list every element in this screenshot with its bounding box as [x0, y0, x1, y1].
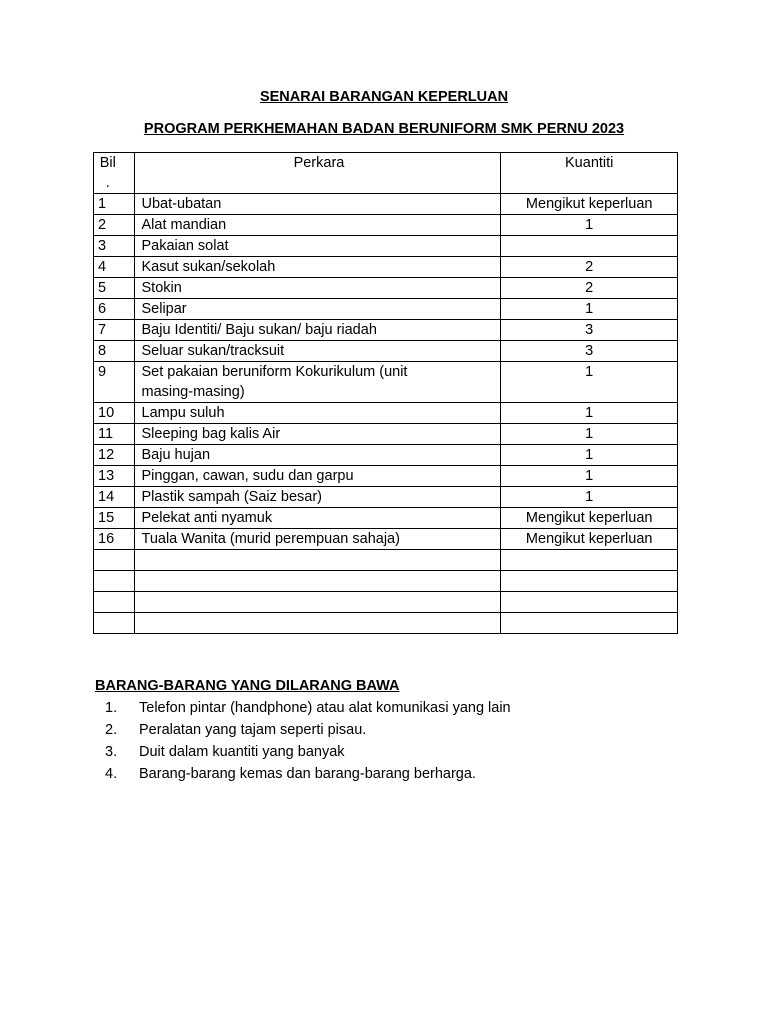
row-item [134, 508, 501, 529]
table-row [94, 362, 678, 403]
column-header-bil [94, 153, 135, 194]
empty-cell [501, 571, 678, 592]
row-quantity: 3 [501, 341, 678, 362]
row-item-text: Set pakaian beruniform Kokurikulum (unit [141, 364, 408, 380]
table-row [94, 466, 678, 487]
list-item-text: Telefon pintar (handphone) atau alat komunikasi yang lain [139, 700, 511, 716]
row-item-text: Lampu suluh [141, 405, 225, 421]
items-table [93, 152, 678, 634]
row-quantity: 1 [501, 487, 678, 508]
row-number: 9 [94, 362, 135, 403]
empty-cell [134, 613, 501, 634]
row-item-text: Kasut sukan/sekolah [141, 259, 276, 275]
banned-items-list [105, 697, 511, 785]
row-item-text: Pinggan, cawan, sudu dan garpu [141, 468, 354, 484]
row-item [134, 529, 501, 550]
table-row [94, 215, 678, 236]
row-quantity: 1 [501, 424, 678, 445]
list-item [105, 741, 511, 763]
list-item-text: Barang-barang kemas dan barang-barang berharga. [139, 766, 476, 782]
list-item-number: 2. [105, 722, 118, 738]
row-item-text: Alat mandian [141, 217, 227, 233]
table-row [94, 257, 678, 278]
table-row [94, 487, 678, 508]
list-item-number: 1. [105, 700, 118, 716]
row-number: 1 [94, 194, 135, 215]
list-item-text: Peralatan yang tajam seperti pisau. [139, 722, 367, 738]
row-quantity: 1 [501, 466, 678, 487]
row-number: 4 [94, 257, 135, 278]
empty-table-row [94, 613, 678, 634]
table-row [94, 278, 678, 299]
row-item-text: Sleeping bag kalis Air [141, 426, 281, 442]
list-item [105, 697, 511, 719]
row-number: 10 [94, 403, 135, 424]
table-row [94, 529, 678, 550]
row-quantity: 3 [501, 320, 678, 341]
row-item [134, 403, 501, 424]
row-number: 14 [94, 487, 135, 508]
row-item-text: Pakaian solat [141, 238, 229, 254]
row-number: 11 [94, 424, 135, 445]
row-number: 13 [94, 466, 135, 487]
list-item-text: Duit dalam kuantiti yang banyak [139, 744, 345, 760]
row-number: 15 [94, 508, 135, 529]
table-row [94, 508, 678, 529]
row-quantity: 1 [501, 362, 678, 403]
row-number: 6 [94, 299, 135, 320]
table-row [94, 236, 678, 257]
row-item-text: Pelekat anti nyamuk [141, 510, 273, 526]
empty-cell [94, 571, 135, 592]
empty-cell [501, 550, 678, 571]
empty-cell [94, 613, 135, 634]
empty-cell [501, 613, 678, 634]
row-item [134, 257, 501, 278]
list-item-number: 4. [105, 766, 118, 782]
row-item-text: Ubat-ubatan [141, 196, 222, 212]
table-row [94, 424, 678, 445]
row-item [134, 278, 501, 299]
column-header-bil-dot: . [105, 175, 110, 191]
row-number: 3 [94, 236, 135, 257]
empty-table-row [94, 592, 678, 613]
row-quantity: 1 [501, 445, 678, 466]
empty-cell [134, 592, 501, 613]
row-item-text: Seluar sukan/tracksuit [141, 343, 285, 359]
row-item [134, 215, 501, 236]
table-row [94, 320, 678, 341]
row-item-text: Baju Identiti/ Baju sukan/ baju riadah [141, 322, 377, 338]
column-header-item: Perkara [134, 153, 501, 194]
row-quantity: Mengikut keperluan [501, 194, 678, 215]
empty-cell [134, 571, 501, 592]
row-item [134, 487, 501, 508]
row-quantity: 1 [501, 215, 678, 236]
empty-table-row [94, 550, 678, 571]
row-item [134, 194, 501, 215]
row-number: 8 [94, 341, 135, 362]
row-quantity: Mengikut keperluan [501, 508, 678, 529]
row-number: 5 [94, 278, 135, 299]
row-quantity [501, 236, 678, 257]
column-header-bil-label: Bil [99, 155, 116, 171]
empty-cell [501, 592, 678, 613]
row-item-text: Baju hujan [141, 447, 211, 463]
row-item-text: Plastik sampah (Saiz besar) [141, 489, 323, 505]
banned-section-title: BARANG-BARANG YANG DILARANG BAWA [95, 678, 400, 694]
row-number: 16 [94, 529, 135, 550]
empty-table-row [94, 571, 678, 592]
empty-cell [134, 550, 501, 571]
list-item [105, 719, 511, 741]
table-row [94, 403, 678, 424]
row-item [134, 236, 501, 257]
empty-cell [94, 550, 135, 571]
row-quantity: Mengikut keperluan [501, 529, 678, 550]
row-quantity: 2 [501, 257, 678, 278]
row-item-text: Tuala Wanita (murid perempuan sahaja) [141, 531, 400, 547]
table-row [94, 194, 678, 215]
row-item [134, 299, 501, 320]
table-row [94, 299, 678, 320]
row-quantity: 2 [501, 278, 678, 299]
column-header-qty: Kuantiti [501, 153, 678, 194]
empty-cell [94, 592, 135, 613]
table-header-row [94, 153, 678, 194]
row-item [134, 424, 501, 445]
row-number: 12 [94, 445, 135, 466]
document-subtitle: PROGRAM PERKHEMAHAN BADAN BERUNIFORM SMK PERNU 2023 [143, 121, 625, 137]
list-item [105, 763, 511, 785]
row-item-text-continued: masing-masing) [141, 384, 245, 400]
row-item-text: Selipar [141, 301, 187, 317]
row-item [134, 320, 501, 341]
row-item [134, 341, 501, 362]
list-item-number: 3. [105, 744, 118, 760]
row-quantity: 1 [501, 299, 678, 320]
table-row [94, 341, 678, 362]
row-item [134, 445, 501, 466]
row-quantity: 1 [501, 403, 678, 424]
row-item [134, 466, 501, 487]
row-item [134, 362, 501, 403]
row-number: 2 [94, 215, 135, 236]
row-item-text: Stokin [141, 280, 182, 296]
document-title: SENARAI BARANGAN KEPERLUAN [259, 89, 509, 105]
row-number: 7 [94, 320, 135, 341]
table-row [94, 445, 678, 466]
